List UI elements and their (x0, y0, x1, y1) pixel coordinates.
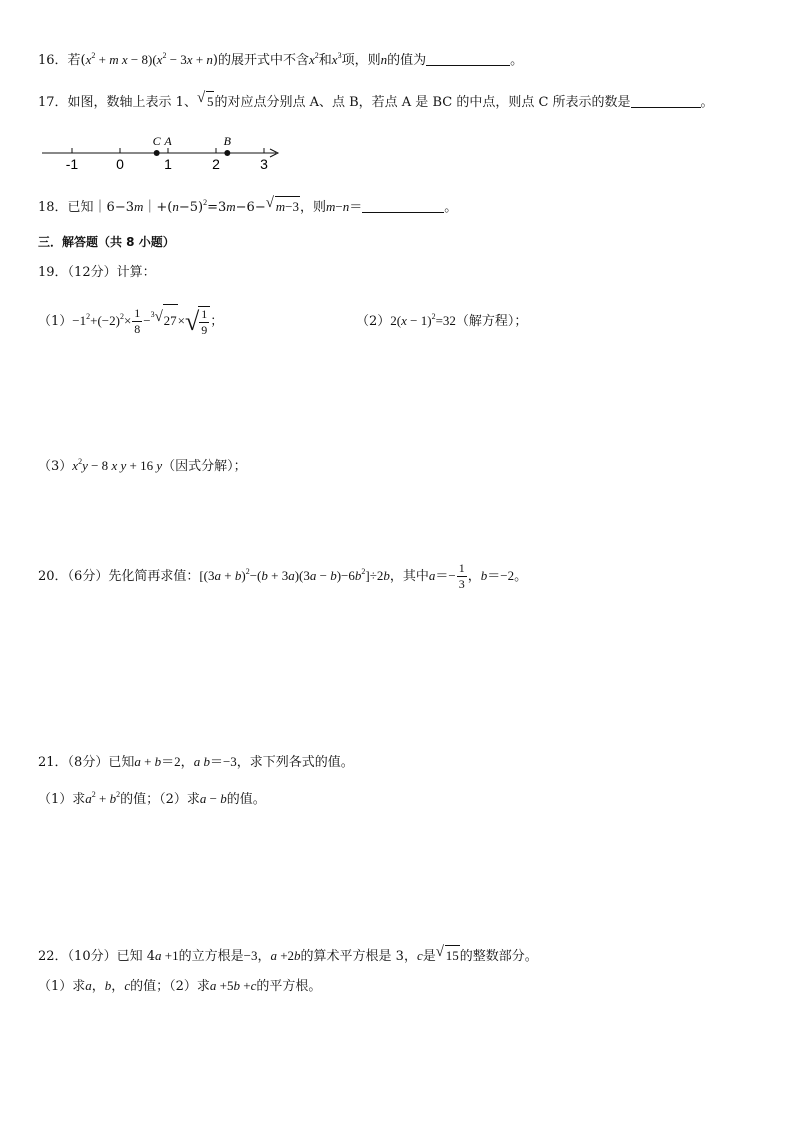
fraction-1-8: $\frac{1}{8}$ (134, 306, 141, 336)
question-21-parts: （1）求$a^2 + b^2$的值；（2）求a − b的值。 (38, 790, 266, 807)
question-20: 20．（6分）先化简再求值：$[(3a + b)^2-(b + 3a)(3a - b)-6b^2]\div 2b$，其中a＝− $\frac{1}{3}$ ，b＝−2。 (38, 561, 528, 591)
question-19-part-2: $(2)2(x - 1)^2=32$（解方程）； (356, 312, 528, 329)
question-19-part-1: $(1)-1^2+(-2)^2\times$ $\frac{1}{8}$ −$^3$ √ 27× √ $\frac{1}{9}$ ； (38, 306, 224, 337)
question-19-part-3: $(3)x^2y - 8$ x y + 16 y（因式分解）； (38, 457, 247, 474)
question-18: 18．已知$|6-3m|+(n-5)^2=3m-6-$ √ m−3，则m−n＝ 。 (38, 196, 457, 218)
answer-blank-16[interactable] (426, 51, 510, 66)
sqrt-1-9: √ $\frac{1}{9}$ (185, 306, 210, 338)
number-line-point-c (154, 150, 160, 156)
cube-root-27: √ 27 (155, 304, 178, 337)
question-16: 16．若($x^2 + m$ $x - 8)(x^2 - 3x + n)$的展开式中不含$x^2$和$x^3$项，则n的值为 。 (38, 51, 524, 68)
number-line-point-label-c: C (152, 134, 161, 148)
number-line-point-label-b: B (223, 134, 231, 148)
question-22: 22．（10分）已知 4a +1的立方根是−3，a +2b的算术平方根是 3，c是 √ 15的整数部分。 (38, 944, 538, 964)
question-19-title: 19．（12分）计算： (38, 265, 156, 280)
answer-blank-17[interactable] (631, 93, 701, 108)
number-line-point-label-a: A (164, 134, 172, 148)
sqrt-5: √ 5 (197, 91, 215, 112)
sqrt-m-minus-3: √ m−3 (266, 196, 300, 218)
answer-blank-18[interactable] (362, 198, 444, 213)
number-line-tick-label: 2 (212, 156, 220, 172)
number-line-tick-label: 3 (260, 156, 268, 172)
question-22-parts: （1）求a，b，c的值；（2）求a +5b +c的平方根。 (38, 978, 322, 994)
number-line-tick-label: -1 (65, 156, 79, 172)
section-heading: 三．解答题（共 8 小题） (38, 235, 175, 249)
number-line (38, 134, 288, 174)
number-line-tick-label: 0 (116, 156, 124, 172)
number-line-tick-label: 1 (164, 156, 172, 172)
question-17: 17．如图，数轴上表示 1、 √ 5的对应点分别点 A、点 B，若点 A 是 BC 的中点，则点 C 所表示的数是 。 (38, 90, 714, 110)
fraction-1-3: $\frac{1}{3}$ (458, 561, 465, 591)
number-line-point-b (224, 150, 230, 156)
question-21: 21．（8分）已知a + b＝2，a b＝−3，求下列各式的值。 (38, 754, 354, 770)
sqrt-15: √ 15 (436, 945, 460, 966)
